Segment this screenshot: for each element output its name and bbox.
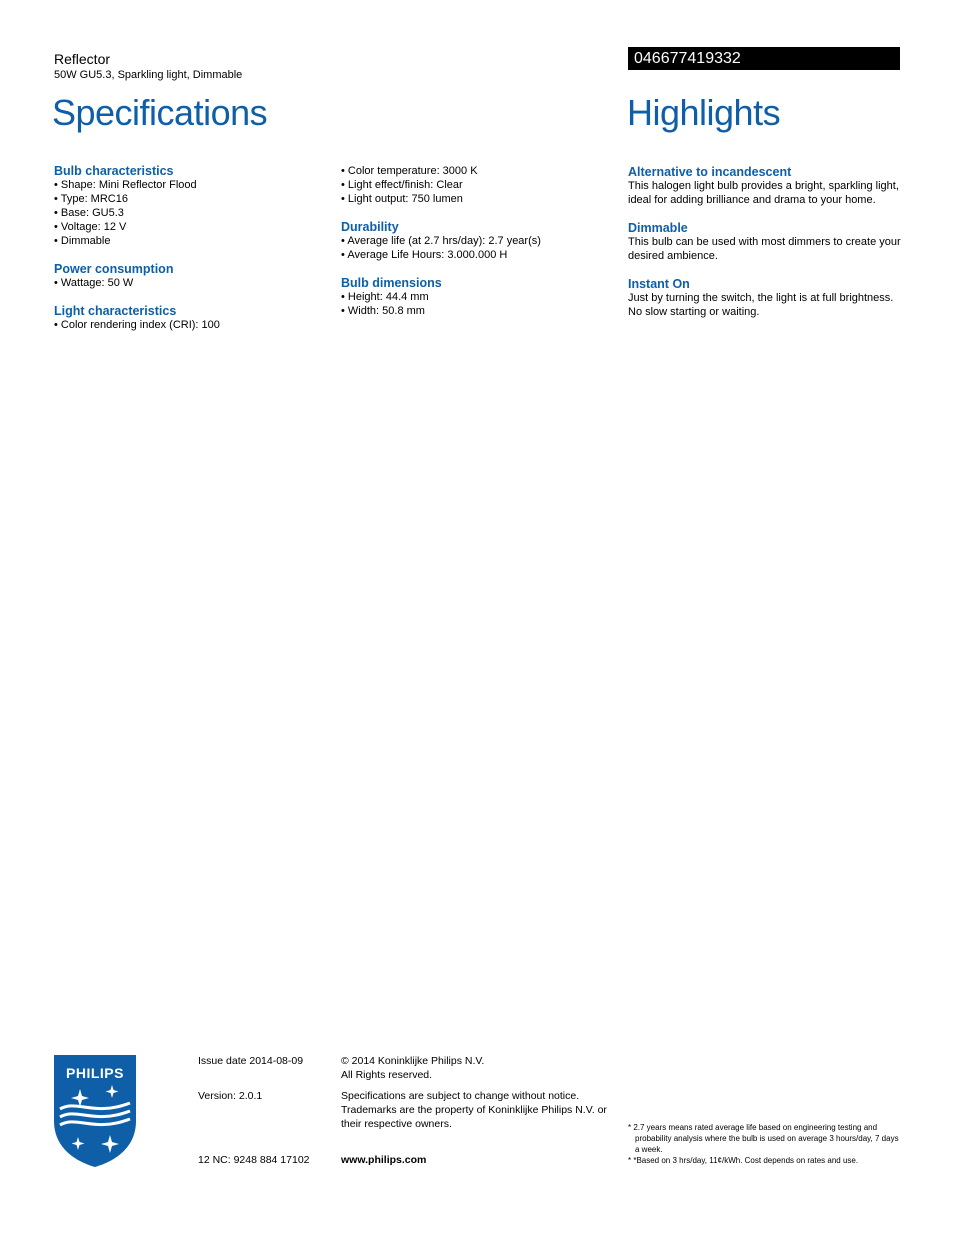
version: Version: 2.0.1 [198, 1090, 263, 1102]
specifications-title: Specifications [52, 92, 268, 133]
spec-item: • Voltage: 12 V [54, 220, 314, 234]
highlights-column [628, 165, 902, 319]
footnotes [628, 1122, 902, 1166]
website-link[interactable]: www.philips.com [341, 1154, 427, 1166]
rights-line: All Rights reserved. [341, 1069, 433, 1081]
spec-heading-power-consumption: Power consumption [54, 262, 174, 276]
spec-item: • Wattage: 50 W [54, 276, 314, 290]
spec-item: • Light output: 750 lumen [341, 192, 601, 206]
spec-heading-durability: Durability [341, 220, 399, 234]
svg-text:PHILIPS: PHILIPS [66, 1065, 124, 1081]
product-name: Reflector [54, 51, 111, 67]
highlight-text: Just by turning the switch, the light is at full brightness. No slow starting or waiting. [628, 292, 894, 318]
spec-heading-light-characteristics: Light characteristics [54, 304, 177, 318]
footnote: * 2.7 years means rated average life based on engineering testing and probability analysis where the bulb is used on average 3 hours/day, 7 days a week. [628, 1123, 899, 1154]
nc-number: 12 NC: 9248 884 17102 [198, 1154, 310, 1166]
spec-item: • Width: 50.8 mm [341, 304, 601, 318]
highlights-title: Highlights [627, 92, 781, 133]
spec-list-bulb-characteristics [54, 178, 314, 248]
spec-heading-bulb-characteristics: Bulb characteristics [54, 164, 174, 178]
spec-item: • Color temperature: 3000 K [341, 164, 601, 178]
spec-item: • Average Life Hours: 3.000.000 H [341, 248, 601, 262]
spec-list-power-consumption [54, 276, 314, 290]
product-subtitle: 50W GU5.3, Sparkling light, Dimmable [54, 69, 243, 81]
philips-shield-icon [54, 1055, 136, 1167]
spec-heading-bulb-dimensions: Bulb dimensions [341, 276, 442, 290]
spec-item: • Dimmable [54, 234, 314, 248]
spec-item: • Average life (at 2.7 hrs/day): 2.7 year(s) [341, 234, 601, 248]
spec-list-light-continued [341, 164, 601, 206]
philips-logo [54, 1055, 136, 1167]
spec-notice: Specifications are subject to change without notice. Trademarks are the property of Koninklijke Philips N.V. or their respective owners. [341, 1090, 607, 1130]
spec-item: • Type: MRC16 [54, 192, 314, 206]
spec-column-2 [341, 164, 601, 318]
spec-list-light-characteristics [54, 318, 314, 332]
spec-item: • Height: 44.4 mm [341, 290, 601, 304]
spec-item: • Shape: Mini Reflector Flood [54, 178, 314, 192]
product-code-bar: 046677419332 [628, 47, 900, 70]
highlight-heading: Alternative to incandescent [628, 165, 792, 179]
spec-item: • Color rendering index (CRI): 100 [54, 318, 314, 332]
highlight-text: This halogen light bulb provides a bright, sparkling light, ideal for adding brilliance and drama to your home. [628, 180, 899, 206]
spec-list-bulb-dimensions [341, 290, 601, 318]
highlight-heading: Dimmable [628, 221, 688, 235]
spec-column-1 [54, 164, 314, 332]
footnote: * *Based on 3 hrs/day, 11¢/kWh. Cost depends on rates and use. [628, 1156, 859, 1165]
spec-item: • Light effect/finish: Clear [341, 178, 601, 192]
spec-item: • Base: GU5.3 [54, 206, 314, 220]
copyright [341, 1054, 611, 1082]
highlight-text: This bulb can be used with most dimmers to create your desired ambience. [628, 236, 901, 262]
issue-date: Issue date 2014-08-09 [198, 1055, 304, 1067]
highlight-heading: Instant On [628, 277, 690, 291]
spec-list-durability [341, 234, 601, 262]
copyright-line: © 2014 Koninklijke Philips N.V. [341, 1055, 485, 1067]
